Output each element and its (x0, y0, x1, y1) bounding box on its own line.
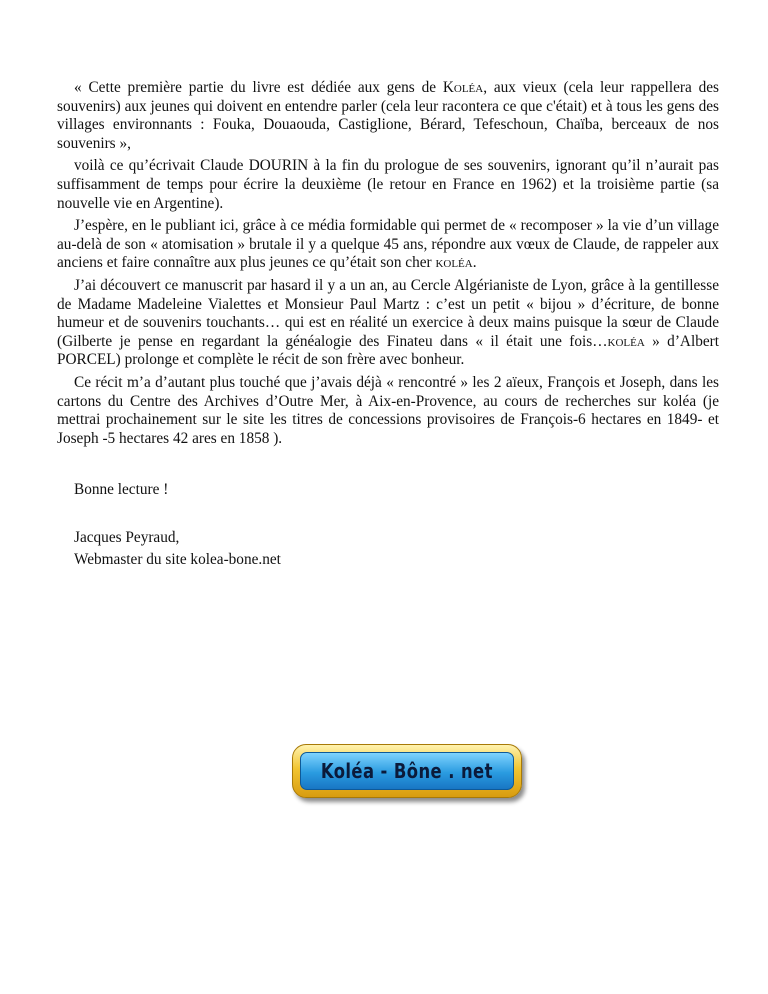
paragraph-2: voilà ce qu’écrivait Claude DOURIN à la fin du prologue de ses souvenirs, ignorant qu’il n’aurait pas suffisamment de temps pour écrire la deuxième (le retour en France en 1962) et la troisième partie (sa nouvelle vie en Argentine). (57, 157, 719, 212)
paragraph-3-text-b: . (472, 254, 477, 272)
signature-role: Webmaster du site kolea-bone.net (74, 551, 281, 569)
document-body (57, 79, 719, 570)
paragraph-3-text-a: J’espère, en le publiant ici, grâce à ce média formidable qui permet de « recomposer » la vie d’un village au-delà de son « atomisation » brutale il y a quelque 45 ans, répondre aux vœux de Claude, de rappeler aux anciens et faire connaître aux plus jeunes ce qu’était son cher (57, 217, 719, 272)
paragraph-4 (57, 277, 719, 370)
paragraph-1-text-a: « Cette première partie du livre est dédiée aux gens de (74, 79, 443, 96)
paragraph-1-text-b: , aux vieux (cela leur rappellera des souvenirs) aux jeunes qui doivent en entendre parler (cela leur racontera ce que c'était) et à tous les gens des villages environnants : Fouka, Douaouda, Castiglione, Bérard, Tefeschoun, Chaïba, berceaux de nos souvenirs », (57, 79, 719, 152)
kolea-smallcaps: koléa (435, 254, 473, 272)
signature-name: Jacques Peyraud, (74, 528, 180, 546)
logo-text: Koléa - Bône . net (321, 759, 493, 783)
paragraph-3 (57, 217, 719, 273)
paragraph-5: Ce récit m’a d’autant plus touché que j’avais déjà « rencontré » les 2 aïeux, François et Joseph, dans les cartons du Centre des Archives d’Outre Mer, à Aix-en-Provence, au cours de recherches sur koléa (je mettrai prochainement sur le site les titres de concessions provisoires de François-6 hectares en 1849- et Joseph -5 hectares 42 ares en 1858 ). (57, 373, 719, 447)
paragraph-1 (57, 79, 719, 153)
paragraph-4-text-a: J’ai découvert ce manuscrit par hasard il y a un an, au Cercle Algérianiste de Lyon, grâce à la gentillesse de Madame Madeleine Vialettes et Monsieur Paul Martz : c’est un petit « bijou » d’écriture, de bonne humeur et de souvenirs touchants… qui est en réalité un exercice à deux mains puisque la sœur de Claude (Gilberte je pense en regardant la généalogie des Finateu dans « il était une fois… (57, 276, 719, 350)
kolea-bone-logo-button[interactable] (292, 744, 522, 798)
logo-panel (300, 752, 514, 790)
kolea-smallcaps: Koléa (442, 79, 484, 96)
kolea-smallcaps: koléa (607, 332, 645, 350)
paragraph-4-text-b: » d’Albert PORCEL) prolonge et complète le récit de son frère avec bonheur. (57, 332, 719, 369)
closing-line: Bonne lecture ! (74, 481, 169, 499)
